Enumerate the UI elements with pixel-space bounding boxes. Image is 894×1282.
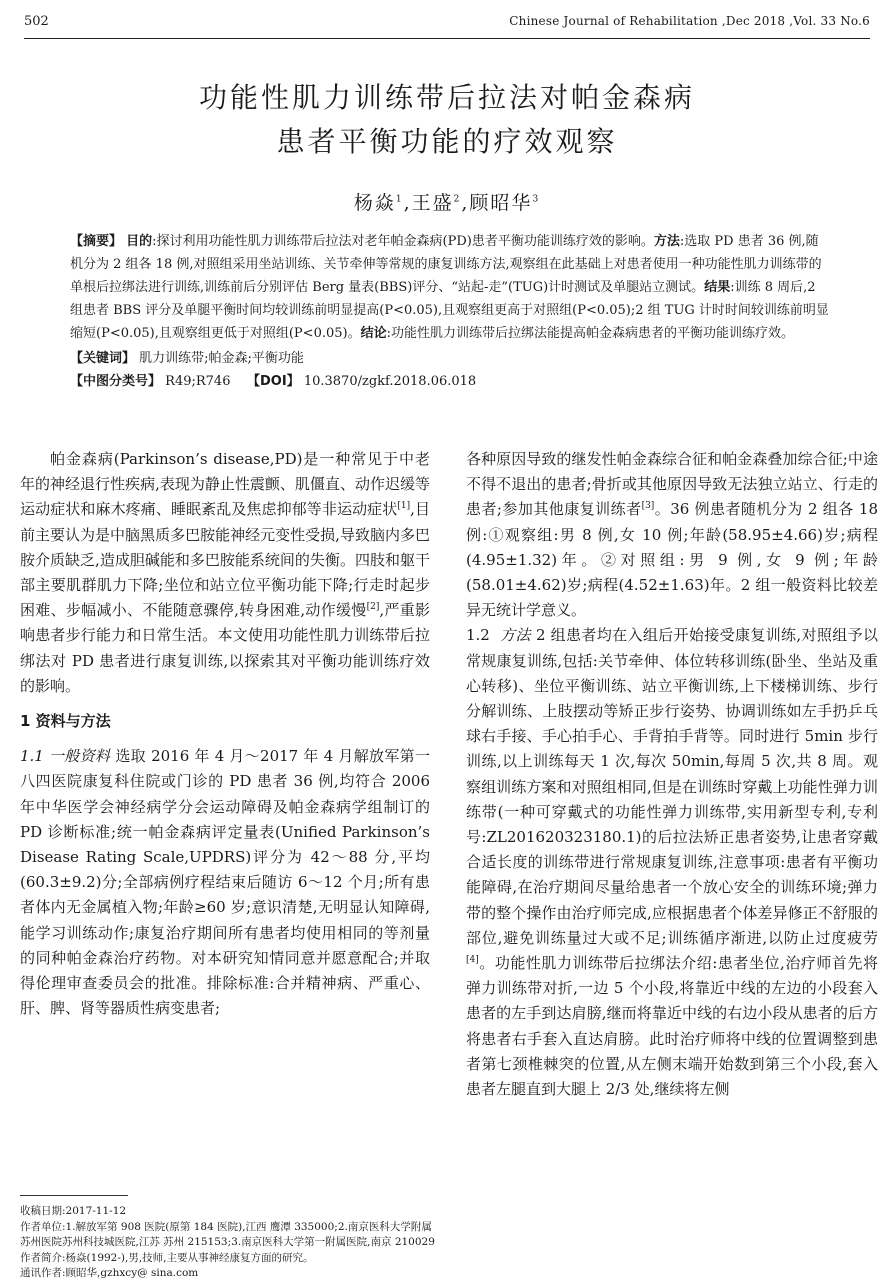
abstract-body: [70, 230, 830, 345]
article-title: [0, 76, 894, 164]
keywords-text: 肌力训练带;帕金森;平衡功能: [139, 351, 304, 366]
citation-2: [2]: [366, 602, 380, 613]
page-number: 502: [24, 14, 49, 29]
clc-label: 【中图分类号】: [70, 374, 162, 389]
intro-text-b: ,目前主要认为是中脑黑质多巴胺能神经元变性受损,导致脑内多巴胺介质缺乏,造成胆碱能和多巴胺能系统间的失衡。四肢和躯干部主要肌群肌力下降;坐位和站立位平衡功能下降;行走时起步困难、步幅减小、不能随意骤停,转身困难,动作缓慢: [20, 500, 430, 620]
citation-3: [3]: [641, 501, 655, 512]
intro-text-c: ,严重影响患者步行能力和日常生活。本文使用功能性肌力训练带后拉绑法对 PD 患者进行康复训练,以探索其对平衡功能训练疗效的影响。: [20, 601, 430, 695]
objective-label: 目的: [126, 234, 153, 249]
header-rule: [24, 38, 870, 39]
section-heading-1: 1 资料与方法: [20, 712, 111, 731]
inclusion-paragraph: [466, 447, 878, 623]
left-column: [20, 447, 430, 1021]
conclusion-text: :功能性肌力训练带后拉绑法能提高帕金森病患者的平衡功能训练疗效。: [386, 326, 794, 341]
subsection-1-2: [466, 623, 878, 1102]
author-2: 王盛: [411, 192, 454, 214]
author-affiliations: 作者单位:1.解放军第 908 医院(原第 184 医院),江西 鹰潭 335000;2.南京医科大学附属苏州医院苏州科技城医院,江苏 苏州 215153;3.南京医科大学第一附属医院,南京 210029: [20, 1220, 435, 1248]
method-text-a: 2 组患者均在入组后开始接受康复训练,对照组予以常规康复训练,包括:关节牵伸、体位转移训练(卧坐、坐站及重心转移)、坐位平衡训练、站立平衡训练,上下楼梯训练、步行分解训练、上肢摆动等矫正步行姿势、协调训练如左手扔乒乓球右手接、手心拍手心、手背拍手背等。同时进行 5min 步行训练,以上训练每天 1 次,每次 50min,每周 5 次,共 8 周。观察组训练方案和对照组相同,但是在训练时穿戴上功能性弹力训练带(一种可穿戴式的功能性弹力训练带,实用新型专利,专利号:ZL201620323180.1)的后拉法矫正患者姿势,让患者穿戴合适长度的训练带进行常规康复训练,注意事项:患者有平衡功能障碍,在治疗期间尽量给患者一个放心安全的训练环境;弹力带的整个操作由治疗师完成,应根据患者个体差异修正不舒服的部位,避免训练量过大或不足;训练循序渐进,以防止过度疲劳: [466, 626, 878, 947]
author-3-affil: 3: [532, 194, 541, 205]
author-3: 顾昭华: [469, 192, 533, 214]
result-label: 结果: [704, 280, 731, 295]
corresponding-author: 通讯作者:顾昭华,gzhxcy@ sina.com: [20, 1267, 199, 1279]
method-text-b: 。功能性肌力训练带后拉绑法介绍:患者坐位,治疗师首先将弹力训练带对折,一边 5 个小段,将靠近中线的左边的小段套入患者的左手到达肩膀,继而将靠近中线的右边小段从患者的后方将患者右手套入直达肩膀。此时治疗师将中线的位置调整到患者第七颈椎棘突的位置,从左侧末端开始数到第三个小段,套入患者左腿直到大腿上 2/3 处,继续将左侧: [466, 954, 878, 1099]
classification-line: [70, 370, 830, 393]
inclusion-text-a: 各种原因导致的继发性帕金森综合征和帕金森叠加综合征;中途不得不退出的患者;骨折或其他原因导致无法独立站立、行走的患者;参加其他康复训练者: [466, 450, 878, 519]
keywords-label: 【关键词】: [70, 351, 136, 366]
title-line-1: 功能性肌力训练带后拉法对帕金森病: [198, 81, 695, 114]
subsection-1-1-text: 选取 2016 年 4 月～2017 年 4 月解放军第一八四医院康复科住院或门诊的 PD 患者 36 例,均符合 2006 年中华医学会神经病学分会运动障碍及帕金森病学组制订的 PD 诊断标准;统一帕金森病评定量表(Unified Parkinson’s Disease Rating Scale,UPDRS)评分为 42～88 分,平均(60.3±9.2)分;全部病例疗程结束后随访 6～12 个月;所有患者体内无金属植入物;年龄≥60 岁;意识清楚,无明显认知障碍,能学习训练动作;康复治疗期间所有患者均使用相同的等剂量的同种帕金森治疗药物。对本研究知情同意并愿意配合;并取得伦理审查委员会的批准。排除标准:合并精神病、严重心、肝、脾、肾等器质性病变患者;: [20, 747, 430, 1018]
author-1: 杨焱: [353, 192, 396, 214]
footnote-block: [20, 1204, 440, 1282]
method-label: 方法: [653, 234, 680, 249]
subsection-1-2-number: 1.2: [466, 626, 490, 645]
received-date: 收稿日期:2017-11-12: [20, 1205, 127, 1217]
method-text: :选取 PD 患者 36 例,随机分为 2 组各 18 例,对照组采用坐站训练、关节牵伸等常规的康复训练方法,观察组在此基础上对患者使用一种功能性肌力训练带的单根后拉绑法进行训练,训练前后分别评估 Berg 量表(BBS)评分、“站起-走”(TUG)计时测试及单腿站立测试。: [70, 234, 822, 295]
abstract-label: 【摘要】: [70, 234, 123, 249]
doi-text: 10.3870/zgkf.2018.06.018: [303, 374, 477, 389]
subsection-1-2-label: 方法: [500, 626, 531, 645]
title-line-2: 患者平衡功能的疗效观察: [276, 125, 618, 158]
inclusion-text-b: 。36 例患者随机分为 2 组各 18 例:①观察组:男 8 例,女 10 例;年龄(58.95±4.66)岁;病程(4.95±1.32)年。②对照组:男 9 例,女 9 例;年龄(58.01±4.62)岁;病程(4.52±1.63)年。2 组一般资料比较差异无统计学意义。: [466, 500, 878, 620]
conclusion-label: 结论: [360, 326, 387, 341]
journal-citation: Chinese Journal of Rehabilitation ,Dec 2018 ,Vol. 33 No.6: [509, 14, 870, 28]
subsection-1-1-label: 1.1 一般资料: [20, 747, 111, 766]
author-2-affil: 2: [453, 194, 462, 205]
citation-4: [4]: [466, 955, 479, 966]
doi-label: 【DOI】: [247, 374, 300, 389]
result-text: :训练 8 周后,2 组患者 BBS 评分及单腿平衡时间均较训练前明显提高(P<0.05),且观察组更高于对照组(P<0.05);2 组 TUG 计时时间较训练前明显缩短(P<0.05),且观察组更低于对照组(P<0.05)。: [70, 280, 829, 341]
page-header: [24, 14, 870, 36]
intro-paragraph: [20, 447, 430, 699]
author-list: 杨焱$^1$,王盛$^2$,顾昭华$^3$: [353, 192, 541, 214]
abstract-block: [70, 230, 830, 393]
intro-text-a: 帕金森病(Parkinson’s disease,PD)是一种常见于中老年的神经退行性疾病,表现为静止性震颤、肌僵直、动作迟缓等运动症状和麻木疼痛、睡眠紊乱及焦虑抑郁等非运动症状: [20, 450, 430, 519]
keywords-line: [70, 347, 830, 370]
clc-text: R49;R746: [165, 374, 231, 389]
right-column: [466, 447, 878, 1102]
citation-1: [1]: [397, 501, 411, 512]
author-bio: 作者简介:杨焱(1992-),男,技师,主要从事神经康复方面的研究。: [20, 1251, 314, 1264]
footnote-rule: [20, 1195, 128, 1196]
objective-text: :探讨利用功能性肌力训练带后拉法对老年帕金森病(PD)患者平衡功能训练疗效的影响。: [152, 234, 654, 249]
author-1-affil: 1: [395, 194, 404, 205]
subsection-1-1: [20, 744, 430, 1021]
